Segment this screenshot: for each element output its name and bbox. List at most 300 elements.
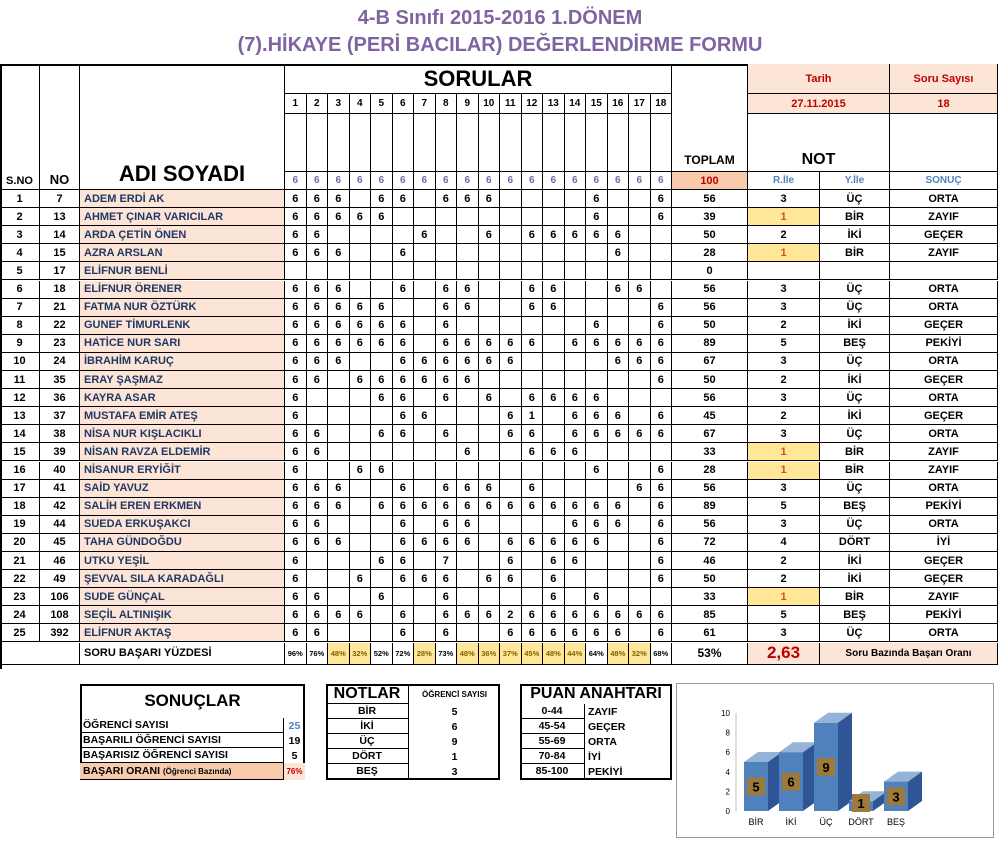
student-score: 6 [350, 299, 372, 317]
question-points: 6 [586, 172, 608, 190]
student-score: 6 [307, 606, 329, 624]
student-score [479, 244, 501, 262]
student-score: 6 [629, 335, 651, 353]
student-score: 6 [479, 226, 501, 244]
student-score [436, 443, 458, 461]
student-name: ELİFNUR ÖRENER [80, 281, 285, 299]
student-name: FATMA NUR ÖZTÜRK [80, 299, 285, 317]
student-name: NİSANUR ERYİĞİT [80, 462, 285, 480]
question-success-percent: 32% [350, 643, 372, 665]
question-number: 6 [393, 94, 415, 114]
student-score: 6 [565, 624, 587, 642]
question-points: 6 [457, 172, 479, 190]
question-success-percent: 45% [522, 643, 544, 665]
puan-title: PUAN ANAHTARI [530, 685, 662, 702]
student-sno: 6 [0, 281, 40, 299]
question-success-percent: 48% [457, 643, 479, 665]
student-result: ZAYIF [890, 443, 998, 461]
student-grade-number: 3 [748, 281, 820, 299]
student-score [328, 462, 350, 480]
student-score [565, 299, 587, 317]
student-name: AZRA ARSLAN [80, 244, 285, 262]
question-blank [522, 114, 544, 172]
student-score [543, 480, 565, 498]
student-score: 6 [307, 281, 329, 299]
bar-value-label: 5 [752, 779, 760, 795]
student-score: 6 [629, 606, 651, 624]
student-score [586, 371, 608, 389]
student-grade-number: 3 [748, 624, 820, 642]
student-score [371, 443, 393, 461]
student-score [350, 244, 372, 262]
student-score [350, 389, 372, 407]
student-score: 6 [586, 226, 608, 244]
student-score: 6 [651, 425, 673, 443]
student-name: SUDE GÜNÇAL [80, 588, 285, 606]
student-score [414, 389, 436, 407]
notlar-count: 6 [451, 720, 458, 733]
student-score [414, 335, 436, 353]
student-score: 6 [371, 190, 393, 208]
student-grade-text: BİR [820, 588, 890, 606]
question-success-percent: 64% [586, 643, 608, 665]
student-score: 6 [285, 371, 307, 389]
student-score: 6 [307, 317, 329, 335]
student-score: 6 [479, 498, 501, 516]
student-grade-text: İKİ [820, 226, 890, 244]
student-score: 6 [608, 606, 630, 624]
student-score [500, 480, 522, 498]
student-score [500, 299, 522, 317]
student-score [393, 208, 415, 226]
student-score [629, 570, 651, 588]
student-score [629, 516, 651, 534]
bar-value-label: 1 [857, 796, 865, 811]
notlar-grade: BEŞ [326, 764, 409, 779]
student-total: 89 [672, 498, 748, 516]
student-score [479, 443, 501, 461]
question-number: 7 [414, 94, 436, 114]
student-score: 6 [586, 498, 608, 516]
student-score [479, 208, 501, 226]
student-score: 6 [371, 588, 393, 606]
student-score [565, 371, 587, 389]
student-sno: 12 [0, 389, 40, 407]
student-score [479, 425, 501, 443]
student-score: 6 [393, 570, 415, 588]
student-grade-number: 5 [748, 606, 820, 624]
student-score [457, 624, 479, 642]
student-score [608, 480, 630, 498]
student-score [543, 353, 565, 371]
question-success-percent: 48% [328, 643, 350, 665]
soru-sayisi-label: Soru Sayısı [890, 64, 998, 94]
student-sno: 22 [0, 570, 40, 588]
student-grade-number: 2 [748, 570, 820, 588]
student-name: SALİH EREN ERKMEN [80, 498, 285, 516]
student-score: 6 [350, 606, 372, 624]
student-score: 6 [522, 443, 544, 461]
student-score [457, 462, 479, 480]
student-score [414, 208, 436, 226]
student-score: 6 [307, 353, 329, 371]
student-score: 6 [479, 353, 501, 371]
student-score: 6 [414, 534, 436, 552]
student-score [629, 208, 651, 226]
student-grade-number: 2 [748, 317, 820, 335]
student-sno: 17 [0, 480, 40, 498]
student-name: ŞEVVAL SILA KARADAĞLI [80, 570, 285, 588]
student-score: 6 [651, 606, 673, 624]
student-sno: 11 [0, 371, 40, 389]
question-success-percent: 48% [543, 643, 565, 665]
student-score: 6 [565, 335, 587, 353]
student-score [328, 389, 350, 407]
question-success-percent: 37% [500, 643, 522, 665]
student-score: 6 [307, 443, 329, 461]
question-number: 10 [479, 94, 501, 114]
student-sno: 14 [0, 425, 40, 443]
student-total: 45 [672, 407, 748, 425]
student-no: 38 [40, 425, 80, 443]
student-score [651, 281, 673, 299]
student-name: AHMET ÇINAR VARICILAR [80, 208, 285, 226]
form-subtitle: (7).HİKAYE (PERİ BACILAR) DEĞERLENDİRME FORMU [237, 34, 763, 56]
student-score [565, 190, 587, 208]
student-score: 6 [500, 353, 522, 371]
student-score: 6 [393, 480, 415, 498]
sonuclar-title: SONUÇLAR [144, 691, 241, 710]
footer-blank [0, 643, 80, 665]
student-score [522, 353, 544, 371]
student-score [479, 516, 501, 534]
student-score [608, 317, 630, 335]
student-score: 6 [543, 624, 565, 642]
student-score [586, 353, 608, 371]
question-blank [307, 114, 329, 172]
student-score: 6 [522, 480, 544, 498]
student-score [328, 407, 350, 425]
student-score: 6 [522, 335, 544, 353]
student-name: ERAY ŞAŞMAZ [80, 371, 285, 389]
student-sno: 19 [0, 516, 40, 534]
student-score [350, 552, 372, 570]
student-score: 6 [285, 335, 307, 353]
question-points: 6 [479, 172, 501, 190]
student-score: 6 [457, 353, 479, 371]
student-result: PEKİYİ [890, 335, 998, 353]
student-score [608, 389, 630, 407]
student-grade-number: 5 [748, 498, 820, 516]
notlar-title: NOTLAR [326, 684, 409, 704]
student-score: 6 [436, 353, 458, 371]
student-score [414, 480, 436, 498]
student-score [629, 244, 651, 262]
student-score: 6 [393, 244, 415, 262]
student-score [608, 443, 630, 461]
student-total: 33 [672, 443, 748, 461]
question-number: 17 [629, 94, 651, 114]
sonuclar-label: BAŞARILI ÖĞRENCİ SAYISI [80, 733, 284, 748]
student-score: 6 [651, 462, 673, 480]
student-score [543, 244, 565, 262]
student-result [890, 262, 998, 280]
student-score [586, 552, 608, 570]
student-total: 89 [672, 335, 748, 353]
student-score [565, 462, 587, 480]
student-score: 6 [651, 335, 673, 353]
student-score [328, 624, 350, 642]
student-score: 6 [500, 498, 522, 516]
student-no: 41 [40, 480, 80, 498]
student-score [586, 244, 608, 262]
notlar-count: 3 [451, 765, 458, 778]
student-score: 6 [436, 624, 458, 642]
question-number: 9 [457, 94, 479, 114]
student-no: 22 [40, 317, 80, 335]
toplam-header: TOPLAM [672, 64, 748, 172]
not-header-blank [890, 114, 998, 172]
y-tick-label: 4 [725, 767, 730, 777]
student-name: ELİFNUR BENLİ [80, 262, 285, 280]
student-sno: 9 [0, 335, 40, 353]
student-score: 6 [651, 353, 673, 371]
student-grade-text: BİR [820, 208, 890, 226]
student-score: 6 [328, 353, 350, 371]
student-score: 6 [586, 516, 608, 534]
student-score [350, 588, 372, 606]
student-score: 6 [414, 498, 436, 516]
student-score: 6 [629, 353, 651, 371]
student-score [436, 407, 458, 425]
student-total: 39 [672, 208, 748, 226]
student-score: 6 [307, 624, 329, 642]
tarih-label: Tarih [748, 64, 890, 94]
student-score [500, 371, 522, 389]
y-tick-label: 10 [721, 709, 730, 718]
student-score [479, 552, 501, 570]
student-score [479, 624, 501, 642]
student-grade-number: 2 [748, 371, 820, 389]
student-score [565, 244, 587, 262]
student-sno: 3 [0, 226, 40, 244]
student-score: 6 [393, 317, 415, 335]
student-result: GEÇER [890, 407, 998, 425]
student-score: 6 [393, 606, 415, 624]
student-score: 6 [543, 570, 565, 588]
student-grade-text: İKİ [820, 317, 890, 335]
student-score: 6 [522, 425, 544, 443]
student-result: PEKİYİ [890, 606, 998, 624]
student-score: 6 [307, 208, 329, 226]
student-grade-number: 3 [748, 190, 820, 208]
student-score [565, 588, 587, 606]
student-score [522, 588, 544, 606]
student-score: 6 [565, 498, 587, 516]
student-score: 6 [565, 389, 587, 407]
student-score: 6 [543, 552, 565, 570]
student-score: 6 [307, 498, 329, 516]
student-score [436, 462, 458, 480]
student-grade-number: 1 [748, 462, 820, 480]
question-points: 6 [285, 172, 307, 190]
puan-label: ZAYIF [588, 705, 618, 718]
question-number: 15 [586, 94, 608, 114]
student-score: 6 [436, 570, 458, 588]
student-score: 6 [371, 299, 393, 317]
student-no: 39 [40, 443, 80, 461]
question-number: 5 [371, 94, 393, 114]
question-number: 1 [285, 94, 307, 114]
question-blank [393, 114, 415, 172]
student-score [500, 389, 522, 407]
student-score [522, 317, 544, 335]
student-score [307, 462, 329, 480]
student-score [328, 262, 350, 280]
student-score [629, 407, 651, 425]
student-score: 6 [543, 534, 565, 552]
question-blank [586, 114, 608, 172]
student-score [500, 190, 522, 208]
student-score [414, 299, 436, 317]
student-score: 6 [436, 425, 458, 443]
student-score: 6 [285, 552, 307, 570]
student-score: 6 [651, 516, 673, 534]
question-number: 16 [608, 94, 630, 114]
question-blank [565, 114, 587, 172]
student-grade-number: 2 [748, 226, 820, 244]
student-sno: 21 [0, 552, 40, 570]
student-score: 6 [436, 588, 458, 606]
student-score: 6 [285, 462, 307, 480]
student-score: 6 [307, 588, 329, 606]
student-score: 6 [436, 606, 458, 624]
student-score [350, 480, 372, 498]
student-score: 6 [457, 443, 479, 461]
student-score: 6 [328, 606, 350, 624]
student-score: 6 [307, 480, 329, 498]
puan-range: 45-54 [520, 719, 585, 734]
student-score: 6 [436, 480, 458, 498]
student-sno: 24 [0, 606, 40, 624]
student-score: 6 [414, 371, 436, 389]
student-score [393, 299, 415, 317]
student-score [350, 190, 372, 208]
student-score: 6 [285, 353, 307, 371]
rate-value: 76% [284, 763, 305, 780]
student-score [414, 624, 436, 642]
student-score: 6 [608, 335, 630, 353]
student-grade-text: ÜÇ [820, 299, 890, 317]
student-score [586, 262, 608, 280]
student-score [307, 552, 329, 570]
question-blank [457, 114, 479, 172]
question-points: 6 [414, 172, 436, 190]
student-grade-text: BEŞ [820, 498, 890, 516]
student-score: 6 [414, 570, 436, 588]
student-score: 6 [393, 371, 415, 389]
student-score: 6 [393, 389, 415, 407]
student-score [371, 570, 393, 588]
student-grade-text: İKİ [820, 570, 890, 588]
student-score: 6 [479, 606, 501, 624]
student-score [629, 462, 651, 480]
student-name: SAİD YAVUZ [80, 480, 285, 498]
student-score: 6 [371, 425, 393, 443]
student-score: 6 [285, 244, 307, 262]
student-score [328, 425, 350, 443]
student-score [328, 588, 350, 606]
student-score: 6 [350, 208, 372, 226]
student-score: 6 [393, 534, 415, 552]
notlar-count: 5 [451, 705, 458, 718]
student-no: 49 [40, 570, 80, 588]
student-total: 56 [672, 190, 748, 208]
student-score: 6 [285, 281, 307, 299]
student-score [500, 244, 522, 262]
question-points: 6 [543, 172, 565, 190]
soru-sayisi-value: 18 [890, 94, 998, 114]
student-grade-text: BİR [820, 462, 890, 480]
student-score: 6 [651, 498, 673, 516]
question-points: 6 [350, 172, 372, 190]
sonuclar-value: 19 [288, 734, 301, 747]
student-score: 6 [350, 317, 372, 335]
student-score: 6 [393, 498, 415, 516]
student-sno: 15 [0, 443, 40, 461]
student-score: 6 [479, 389, 501, 407]
student-score [651, 226, 673, 244]
question-points: 6 [608, 172, 630, 190]
student-score [371, 281, 393, 299]
tarih-value: 27.11.2015 [748, 94, 890, 114]
student-score [414, 552, 436, 570]
grade-distribution-chart [676, 683, 994, 838]
student-score: 6 [608, 244, 630, 262]
student-grade-number: 3 [748, 299, 820, 317]
student-no: 15 [40, 244, 80, 262]
student-score [350, 498, 372, 516]
student-score [371, 353, 393, 371]
student-score [479, 588, 501, 606]
student-result: ZAYIF [890, 462, 998, 480]
student-score [500, 226, 522, 244]
puan-range: 55-69 [520, 734, 585, 749]
student-score: 6 [522, 299, 544, 317]
question-points: 6 [565, 172, 587, 190]
student-score [457, 552, 479, 570]
student-score [393, 262, 415, 280]
student-score: 6 [543, 588, 565, 606]
student-score: 6 [371, 498, 393, 516]
question-success-percent: 72% [393, 643, 415, 665]
student-total: 50 [672, 371, 748, 389]
student-score: 6 [307, 371, 329, 389]
student-grade-text: ÜÇ [820, 281, 890, 299]
student-score [651, 262, 673, 280]
student-score: 6 [586, 317, 608, 335]
student-sno: 5 [0, 262, 40, 280]
student-result: ORTA [890, 389, 998, 407]
student-score [371, 624, 393, 642]
student-sno: 8 [0, 317, 40, 335]
student-score: 6 [500, 624, 522, 642]
student-score: 6 [328, 281, 350, 299]
question-points: 6 [436, 172, 458, 190]
student-score: 6 [350, 570, 372, 588]
student-score: 7 [436, 552, 458, 570]
student-score: 6 [651, 371, 673, 389]
